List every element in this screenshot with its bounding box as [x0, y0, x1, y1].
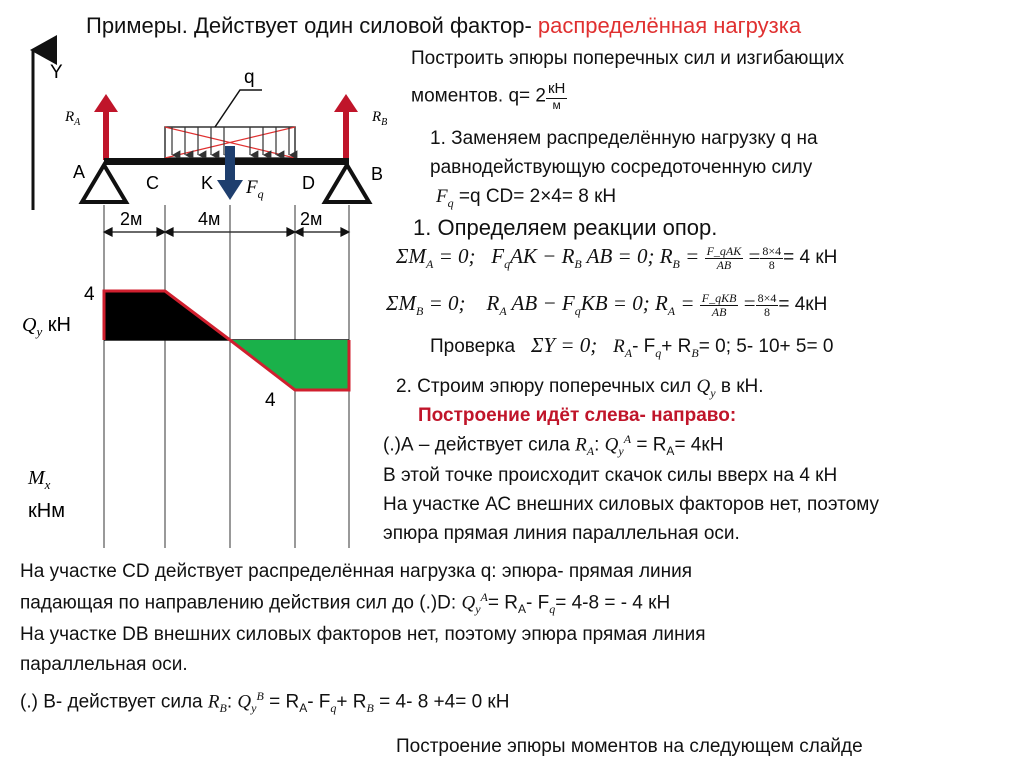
point-a-label: A: [73, 162, 86, 182]
rb-label: $R_B$: [372, 109, 388, 128]
step1-line2: равнодействующую сосредоточенную силу: [430, 157, 813, 178]
mx-unit-label: кНм: [28, 500, 65, 522]
support-a: [82, 165, 126, 202]
step2-heading: 1. Определяем реакции опор.: [413, 215, 718, 240]
ra-label: $R_A$: [65, 109, 81, 128]
point-b-label: B: [371, 164, 384, 184]
point-a-explanation: (.)А – действует сила $R_A$: $Q_y^A = R_A= 4кН$: [383, 432, 724, 459]
step1-line3: $F_q =q$ CD= 2×4= 8 кН: [436, 186, 617, 210]
db-explanation-1: На участке DB внешних силовых факторов нет, поэтому эпюра прямая линия: [20, 624, 706, 645]
support-b: [325, 165, 369, 202]
qy-top-value: 4: [84, 284, 95, 305]
page-title: Примеры. Действует один силовой фактор- распределённая нагрузка: [86, 13, 802, 38]
ac-explanation-2: эпюра прямая линия параллельная оси.: [383, 523, 740, 544]
qy-axis-label: $Q_y$ кН: [22, 314, 71, 339]
fq-label: $F_q$: [246, 177, 264, 201]
reaction-rb-arrow: [334, 94, 358, 160]
qy-bottom-value: 4: [265, 390, 276, 411]
check-line: Проверка ΣY = 0; $R_A-$ $F_q+ R_B= 0$; 5- 10+ 5= 0: [430, 333, 834, 360]
intro-line2: моментов. q= 2 $\frac{кН}{м}$: [411, 80, 566, 112]
dim-cd: 4м: [198, 209, 221, 229]
dim-db: 2м: [300, 209, 323, 229]
ac-explanation-1: На участке АС внешних силовых факторов нет, поэтому: [383, 494, 879, 515]
equation-moment-b: $\Sigma M_B = 0$; $R_A$ AB − $F_qKB = 0$; $R_A$ = $\frac{\text{F\_qKB}}{AB}$ = $\frac{8\times 4}{8}$ = 4кН: [386, 290, 828, 319]
equation-moment-a: $\Sigma M_A = 0$; $F_qAK - R_B$ AB = 0; $R_B$ = $\frac{\text{F\_qAK}}{AB}$ = $\frac{8\times 4}{8}$ = 4 кН: [396, 243, 838, 272]
point-c-label: C: [146, 173, 159, 193]
jump-explanation: В этой точке происходит скачок силы вверх на 4 кН: [383, 465, 838, 486]
footer-note: Построение эпюры моментов на следующем слайде: [396, 736, 863, 757]
fq-arrow: [217, 146, 243, 200]
step1-line1: 1. Заменяем распределённую нагрузку q на: [430, 128, 818, 149]
mx-axis-label: $M_x$: [28, 467, 51, 492]
step3-heading: 2. Строим эпюру поперечных сил $Q_y$ в кН.: [396, 376, 764, 400]
intro-line1: Построить эпюры поперечных сил и изгибающих: [411, 48, 845, 69]
db-explanation-2: параллельная оси.: [20, 654, 188, 675]
y-axis-label: Y: [50, 62, 63, 83]
cd-explanation-2: падающая по направлению действия сил до (.)D: $Q_y^A= R_A-$ $F_q= 4-8$ = - 4 кН: [20, 590, 671, 617]
point-k-label: K: [201, 173, 214, 193]
dim-ac: 2м: [120, 209, 143, 229]
dimension-lines: [104, 228, 349, 236]
direction-note: Построение идёт слева- направо:: [418, 405, 737, 426]
point-b-explanation: (.) В- действует сила $R_B$: $Q_y^B = R_A-$ $F_q+ R_B = 4-$ 8 +4= 0 кН: [20, 689, 510, 716]
cd-explanation-1: На участке CD действует распределённая нагрузка q: эпюра- прямая линия: [20, 561, 693, 582]
q-unit-fraction: $\frac{кН}{м}$: [547, 80, 566, 112]
qy-epure: [104, 291, 349, 390]
point-d-label: D: [302, 173, 315, 193]
q-label: q: [244, 67, 255, 88]
reaction-ra-arrow: [94, 94, 118, 160]
